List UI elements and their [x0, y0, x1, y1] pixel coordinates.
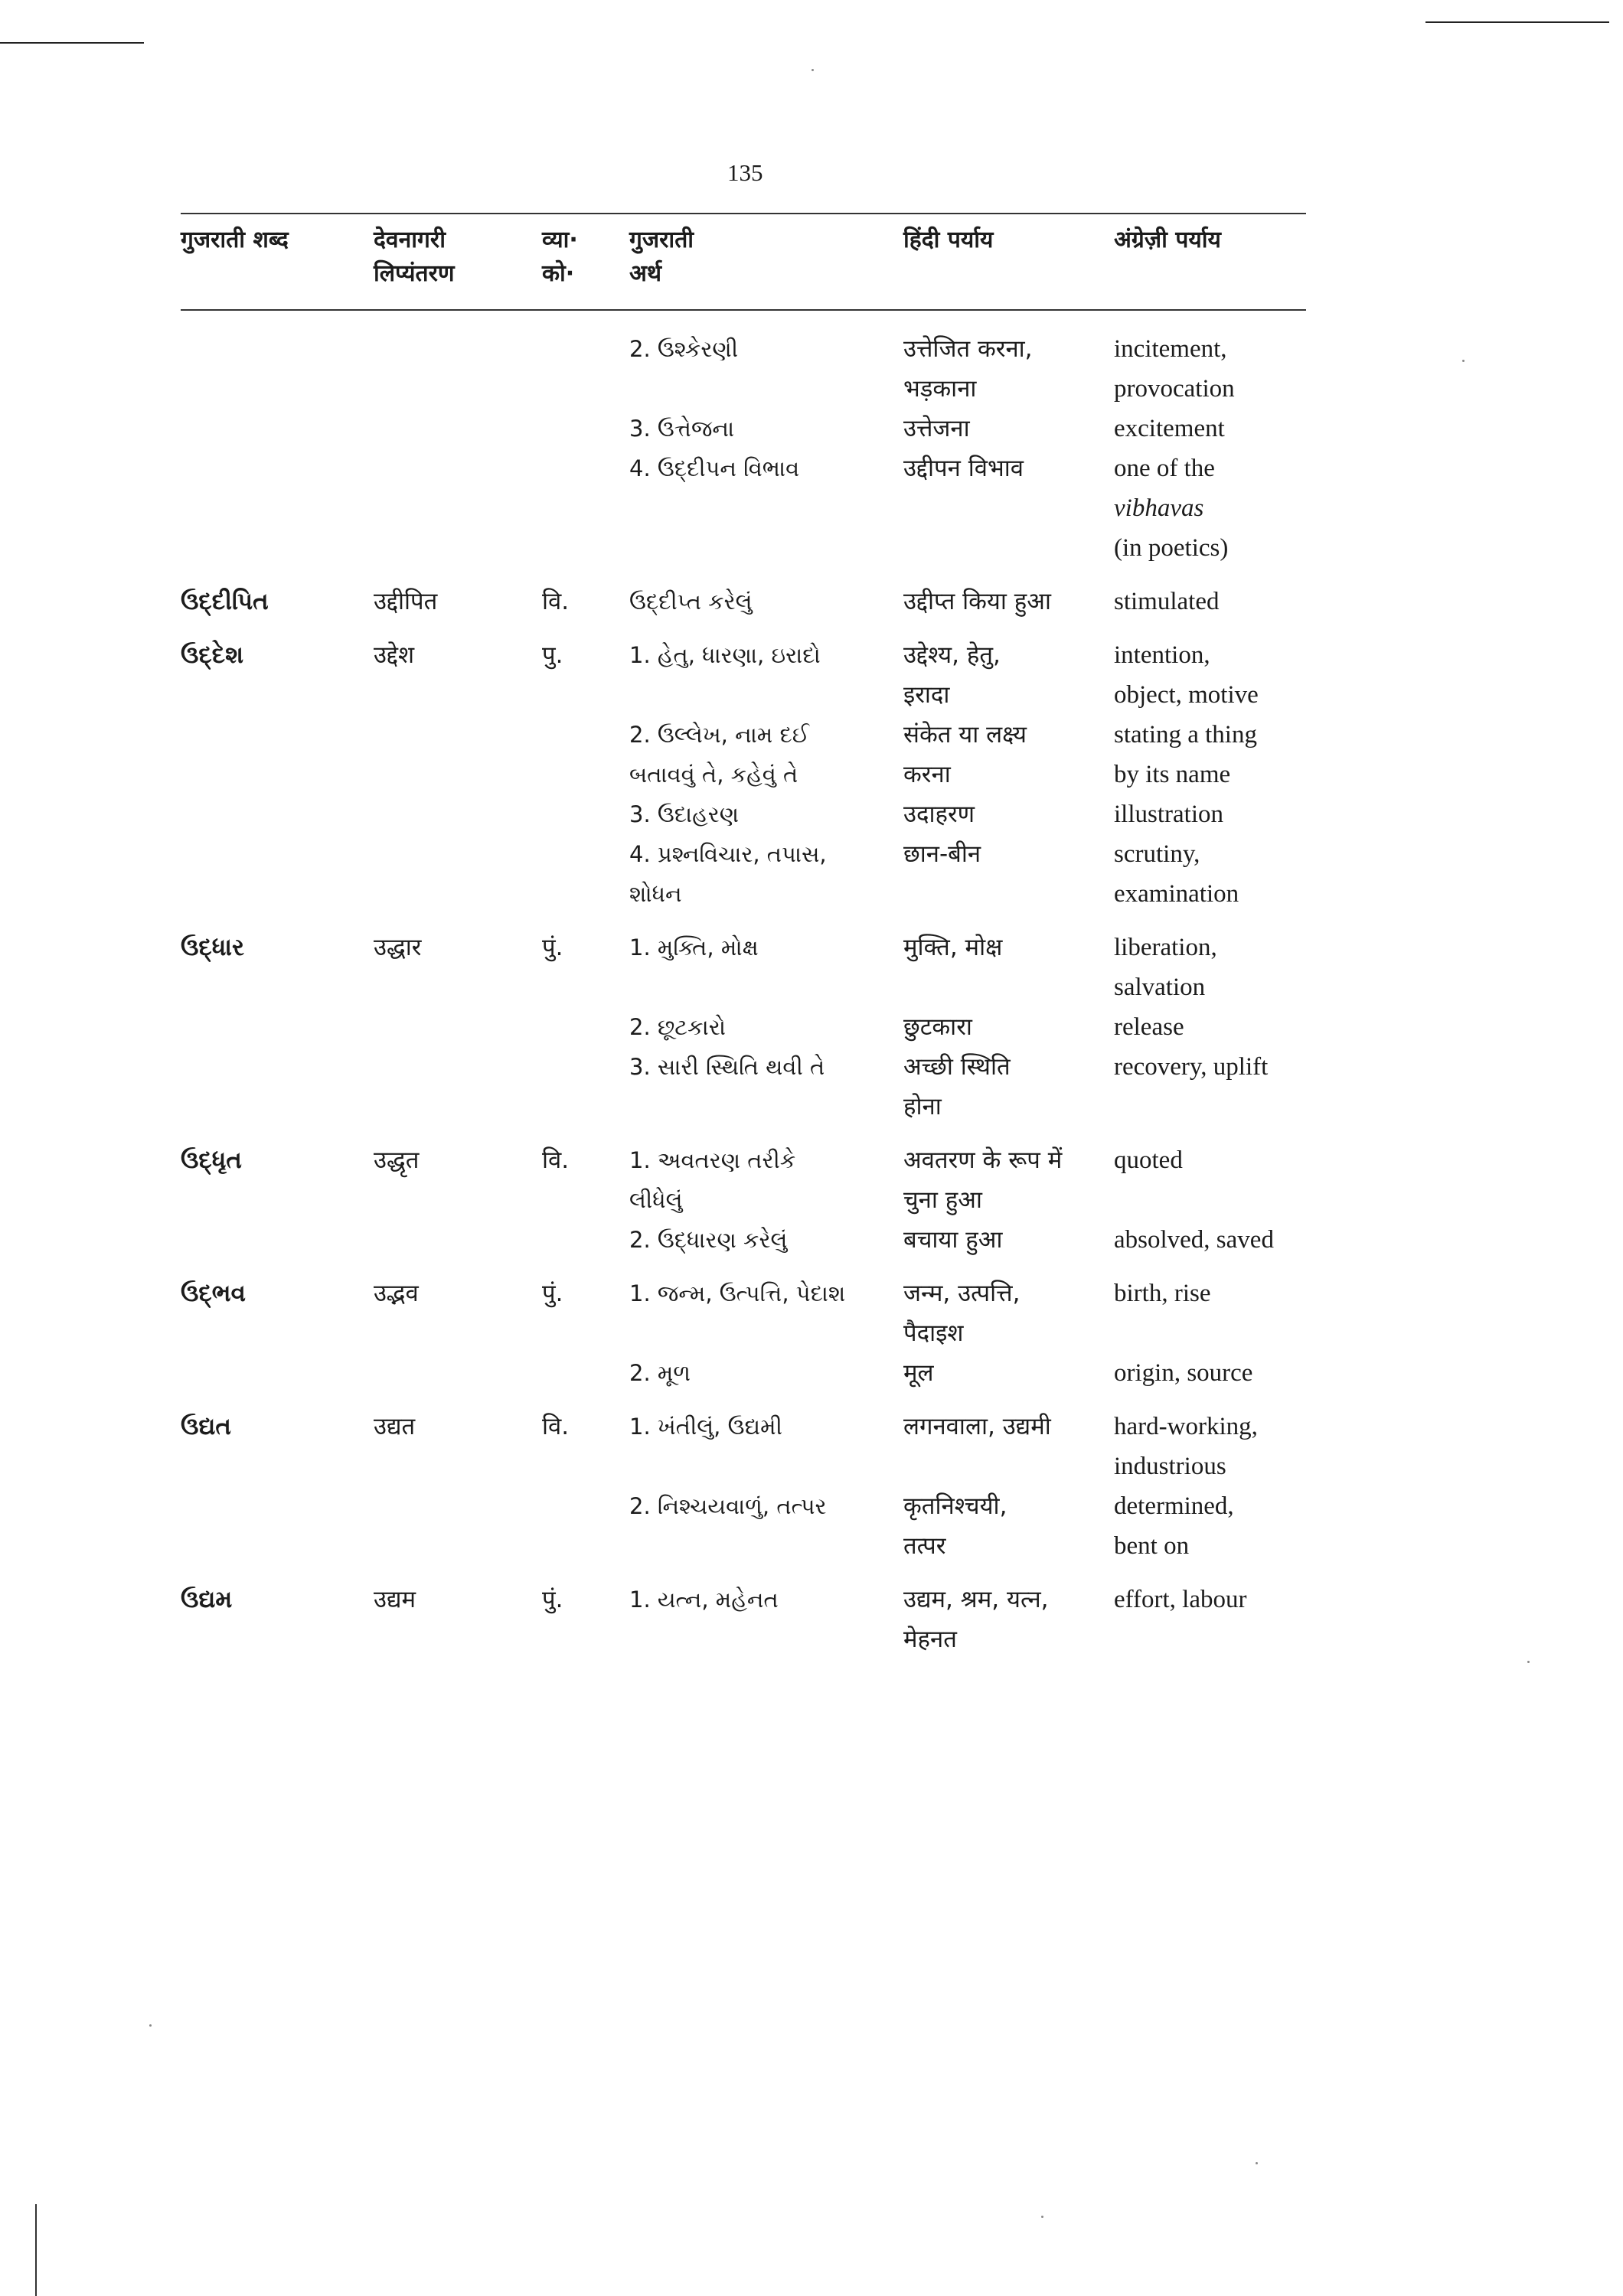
transliteration: उद्यम — [374, 1586, 416, 1613]
dictionary-entry — [0, 1580, 1623, 1659]
dictionary-entry — [0, 928, 1623, 1127]
sense-row — [0, 1580, 1623, 1659]
english-equivalent-line: effort, labour — [1114, 1586, 1247, 1613]
sense-row — [0, 1140, 1623, 1220]
scan-speck — [1256, 2162, 1258, 2164]
gujarati-meaning-line: 2. ઉશ્કેરણી — [629, 336, 738, 362]
hindi-equivalent — [903, 1486, 1110, 1566]
header-gujarati-meaning — [629, 223, 694, 291]
english-equivalent — [1114, 1353, 1313, 1393]
table-header — [0, 223, 1623, 308]
hindi-equivalent-line: कृतनिश्चयी, — [903, 1492, 1007, 1520]
dictionary-entry — [0, 329, 1623, 568]
english-equivalent — [1114, 1007, 1313, 1047]
english-equivalent — [1114, 928, 1313, 1007]
english-equivalent — [1114, 1407, 1313, 1486]
hindi-equivalent-line: जन्म, उत्पत्ति, — [903, 1280, 1020, 1307]
gujarati-meaning — [629, 1353, 897, 1393]
gujarati-meaning-line: 2. છૂટકારો — [629, 1014, 727, 1040]
english-equivalent-line: examination — [1114, 880, 1239, 908]
hindi-equivalent — [903, 1220, 1110, 1260]
hindi-equivalent-line: छान-बीन — [903, 840, 981, 868]
grammar-tag: पुं. — [542, 934, 563, 961]
english-equivalent-line: illustration — [1114, 801, 1223, 828]
header-hindi: हिंदी पर्याय — [903, 227, 994, 253]
english-equivalent-line: birth, rise — [1114, 1280, 1211, 1307]
english-equivalent-line: determined, — [1114, 1492, 1234, 1520]
table-header-rule — [181, 309, 1306, 311]
grammar-tag: पुं. — [542, 1586, 563, 1613]
hindi-equivalent — [903, 448, 1110, 488]
gujarati-meaning-line: શોધન — [629, 881, 682, 907]
english-equivalent-line: industrious — [1114, 1453, 1226, 1480]
dictionary-entry — [0, 1140, 1623, 1260]
english-equivalent-line: absolved, saved — [1114, 1226, 1274, 1254]
scan-speck — [1462, 360, 1465, 362]
gujarati-meaning-line: 1. હેતુ, ધારણા, ઇરાદો — [629, 642, 821, 668]
hindi-equivalent — [903, 928, 1110, 967]
sense-row — [0, 794, 1623, 834]
sense-row — [0, 1220, 1623, 1260]
scan-speck — [1041, 2216, 1043, 2218]
english-equivalent-line: incitement, — [1114, 335, 1227, 363]
hindi-equivalent-line: पैदाइश — [903, 1319, 964, 1347]
hindi-equivalent — [903, 794, 1110, 834]
gujarati-meaning-line: 4. પ્રશ્નવિચાર, તપાસ, — [629, 841, 827, 867]
headword: ઉદ્ભવ — [181, 1280, 246, 1307]
hindi-equivalent-line: इरादा — [903, 681, 950, 709]
english-equivalent-line: stating a thing — [1114, 721, 1257, 748]
hindi-equivalent-line: मुक्ति, मोक्ष — [903, 934, 1003, 961]
gujarati-meaning — [629, 582, 897, 621]
gujarati-meaning-line: 2. નિશ્ચયવાળું, તત્પર — [629, 1493, 827, 1519]
sense-row — [0, 1353, 1623, 1393]
sense-row — [0, 448, 1623, 568]
hindi-equivalent-line: बचाया हुआ — [903, 1226, 1003, 1254]
gujarati-meaning-line: 2. મૂળ — [629, 1360, 691, 1386]
gujarati-meaning — [629, 1407, 897, 1446]
english-equivalent-line: provocation — [1114, 375, 1235, 403]
scan-speck — [1527, 1661, 1530, 1663]
english-equivalent-line: scrutiny, — [1114, 840, 1200, 868]
hindi-equivalent-line: अवतरण के रूप में — [903, 1146, 1063, 1174]
hindi-equivalent-line: तत्पर — [903, 1532, 946, 1560]
transliteration: उद्धृत — [374, 1146, 420, 1174]
table-top-rule — [181, 213, 1306, 214]
hindi-equivalent-line: अच्छी स्थिति — [903, 1053, 1011, 1081]
english-equivalent — [1114, 834, 1313, 914]
header-gujarati-meaning-line-2: अर्थ — [629, 260, 662, 287]
hindi-equivalent — [903, 329, 1110, 409]
english-equivalent-line: hard-working, — [1114, 1413, 1258, 1440]
gujarati-meaning-line: 1. અવતરણ તરીકે — [629, 1147, 796, 1173]
gujarati-meaning — [629, 329, 897, 369]
hindi-equivalent — [903, 834, 1110, 874]
hindi-equivalent-line: छुटकारा — [903, 1013, 972, 1041]
english-equivalent — [1114, 1274, 1313, 1313]
gujarati-meaning-line: 3. ઉત્તેજના — [629, 416, 735, 442]
headword: ઉદ્યત — [181, 1413, 231, 1440]
header-gujarati-word: गुजराती शब्द — [181, 227, 289, 253]
hindi-equivalent — [903, 1274, 1110, 1353]
gujarati-meaning-line: 1. યત્ન, મહેનત — [629, 1587, 779, 1613]
english-equivalent — [1114, 448, 1313, 568]
hindi-equivalent-line: करना — [903, 761, 951, 788]
hindi-equivalent — [903, 635, 1110, 715]
hindi-equivalent-line: उद्देश्य, हेतु, — [903, 641, 1001, 669]
sense-row — [0, 1407, 1623, 1486]
english-equivalent-line: salvation — [1114, 974, 1206, 1001]
english-equivalent — [1114, 794, 1313, 834]
english-equivalent-line: recovery, uplift — [1114, 1053, 1269, 1081]
hindi-equivalent — [903, 1140, 1110, 1220]
hindi-equivalent — [903, 1047, 1110, 1127]
hindi-equivalent-line: भड़काना — [903, 375, 977, 403]
sense-row — [0, 1047, 1623, 1127]
grammar-tag: वि. — [542, 1413, 570, 1440]
english-equivalent-line: by its name — [1114, 761, 1231, 788]
scan-speck — [149, 2024, 152, 2027]
header-gujarati-meaning-line-1: गुजराती — [629, 227, 694, 253]
hindi-equivalent-line: उद्दीप्त किया हुआ — [903, 588, 1051, 615]
headword: ઉદ્ધૃત — [181, 1146, 242, 1174]
gujarati-meaning — [629, 1047, 897, 1087]
gujarati-meaning — [629, 448, 897, 488]
sense-row — [0, 329, 1623, 409]
grammar-tag: वि. — [542, 1146, 570, 1174]
hindi-equivalent-line: होना — [903, 1093, 942, 1120]
gujarati-meaning — [629, 635, 897, 675]
hindi-equivalent-line: उदाहरण — [903, 801, 975, 828]
english-equivalent — [1114, 409, 1313, 448]
english-equivalent — [1114, 582, 1313, 621]
sense-row — [0, 582, 1623, 621]
headword: ઉદ્દીપિત — [181, 588, 269, 615]
gujarati-meaning — [629, 1486, 897, 1526]
english-equivalent-line: liberation, — [1114, 934, 1217, 961]
english-equivalent — [1114, 635, 1313, 715]
grammar-tag: वि. — [542, 588, 570, 615]
gujarati-meaning — [629, 794, 897, 834]
gujarati-meaning — [629, 715, 897, 794]
hindi-equivalent — [903, 1353, 1110, 1393]
header-english: अंग्रेज़ी पर्याय — [1114, 227, 1221, 253]
english-equivalent-line: object, motive — [1114, 681, 1259, 709]
hindi-equivalent — [903, 715, 1110, 794]
hindi-equivalent-line: मूल — [903, 1359, 934, 1387]
english-equivalent — [1114, 1580, 1313, 1619]
scan-speck — [812, 69, 814, 71]
header-devanagari-line-2: लिप्यंतरण — [374, 260, 455, 287]
hindi-equivalent-line: चुना हुआ — [903, 1186, 982, 1214]
gujarati-meaning — [629, 834, 897, 914]
hindi-equivalent-line: उत्तेजित करना, — [903, 335, 1033, 363]
page-number: 135 — [727, 159, 763, 186]
gujarati-meaning-line: 2. ઉદ્ધારણ કરેલું — [629, 1227, 788, 1253]
english-equivalent-line: origin, source — [1114, 1359, 1253, 1387]
sense-row — [0, 409, 1623, 448]
hindi-equivalent-line: संकेत या लक्ष्य — [903, 721, 1027, 748]
english-equivalent-line: vibhavas — [1114, 494, 1204, 522]
hindi-equivalent-line: मेहनत — [903, 1626, 957, 1653]
english-equivalent — [1114, 1220, 1313, 1260]
english-equivalent-line: one of the — [1114, 455, 1215, 482]
grammar-tag: पु. — [542, 641, 563, 669]
sense-row — [0, 1274, 1623, 1353]
sense-row — [0, 928, 1623, 1007]
english-equivalent-line: release — [1114, 1013, 1184, 1041]
hindi-equivalent-line: लगनवाला, उद्यमी — [903, 1413, 1051, 1440]
english-equivalent-line: quoted — [1114, 1146, 1183, 1174]
gujarati-meaning — [629, 928, 897, 967]
dictionary-entry — [0, 582, 1623, 621]
hindi-equivalent — [903, 409, 1110, 448]
left-margin-mark — [35, 2204, 37, 2296]
headword: ઉદ્ધાર — [181, 934, 244, 961]
gujarati-meaning — [629, 1274, 897, 1313]
english-equivalent — [1114, 715, 1313, 794]
sense-row — [0, 1486, 1623, 1566]
grammar-tag: पुं. — [542, 1280, 563, 1307]
top-right-edge-rule — [1425, 21, 1609, 23]
english-equivalent — [1114, 1140, 1313, 1180]
dictionary-table — [0, 329, 1623, 1659]
hindi-equivalent — [903, 582, 1110, 621]
gujarati-meaning — [629, 409, 897, 448]
sense-row — [0, 834, 1623, 914]
dictionary-entry — [0, 635, 1623, 914]
gujarati-meaning — [629, 1140, 897, 1220]
dictionary-entry — [0, 1274, 1623, 1393]
english-equivalent-line: stimulated — [1114, 588, 1220, 615]
english-equivalent — [1114, 1047, 1313, 1087]
hindi-equivalent-line: उत्तेजना — [903, 415, 970, 442]
english-equivalent — [1114, 329, 1313, 409]
gujarati-meaning-line: લીધેલું — [629, 1187, 683, 1213]
transliteration: उद्भव — [374, 1280, 419, 1307]
gujarati-meaning-line: ઉદ્દીપ્ત કરેલું — [629, 589, 753, 615]
headword: ઉદ્દેશ — [181, 641, 243, 669]
sense-row — [0, 1007, 1623, 1047]
transliteration: उद्देश — [374, 641, 415, 669]
gujarati-meaning-line: 1. ખંતીલું, ઉદ્યમી — [629, 1414, 782, 1440]
gujarati-meaning-line: બતાવવું તે, કહેવું તે — [629, 762, 798, 788]
gujarati-meaning — [629, 1580, 897, 1619]
headword: ઉદ્યમ — [181, 1586, 233, 1613]
hindi-equivalent — [903, 1580, 1110, 1659]
gujarati-meaning-line: 3. ઉદાહરણ — [629, 801, 740, 827]
header-devanagari — [374, 223, 455, 291]
english-equivalent-line: excitement — [1114, 415, 1225, 442]
hindi-equivalent-line: उद्यम, श्रम, यत्न, — [903, 1586, 1049, 1613]
header-grammar-line-2: को· — [542, 260, 575, 287]
gujarati-meaning-line: 4. ઉદ્દીપન વિભાવ — [629, 455, 800, 481]
gujarati-meaning-line: 2. ઉલ્લેખ, નામ દઈ — [629, 722, 810, 748]
gujarati-meaning-line: 1. જન્મ, ઉત્પત્તિ, પેદાશ — [629, 1280, 846, 1306]
transliteration: उद्यत — [374, 1413, 416, 1440]
transliteration: उद्धार — [374, 934, 422, 961]
english-equivalent — [1114, 1486, 1313, 1566]
english-equivalent-line: intention, — [1114, 641, 1210, 669]
gujarati-meaning-line: 1. મુક્તિ, મોક્ષ — [629, 934, 759, 960]
header-devanagari-line-1: देवनागरी — [374, 227, 446, 253]
hindi-equivalent — [903, 1407, 1110, 1446]
gujarati-meaning — [629, 1220, 897, 1260]
hindi-equivalent-line: उद्दीपन विभाव — [903, 455, 1024, 482]
header-grammar — [542, 223, 578, 291]
sense-row — [0, 715, 1623, 794]
sense-row — [0, 635, 1623, 715]
header-grammar-line-1: व्या· — [542, 227, 578, 253]
hindi-equivalent — [903, 1007, 1110, 1047]
english-equivalent-line: bent on — [1114, 1532, 1190, 1560]
dictionary-entry — [0, 1407, 1623, 1566]
gujarati-meaning-line: 3. સારી સ્થિતિ થવી તે — [629, 1054, 825, 1080]
top-left-edge-rule — [0, 42, 144, 44]
gujarati-meaning — [629, 1007, 897, 1047]
transliteration: उद्दीपित — [374, 588, 438, 615]
english-equivalent-line: (in poetics) — [1114, 534, 1229, 562]
